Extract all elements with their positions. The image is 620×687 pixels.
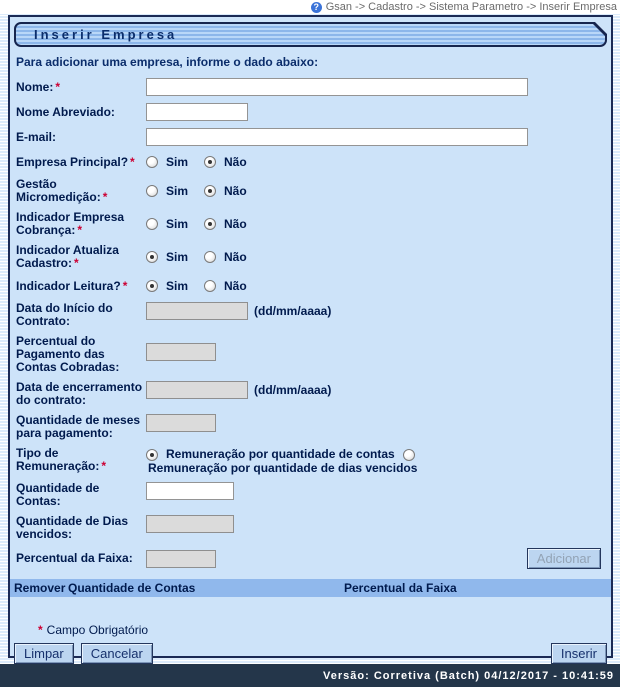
required-asterisk: *	[55, 79, 61, 94]
inserir-button[interactable]: Inserir	[551, 643, 607, 664]
form-row-data-inicio	[14, 302, 607, 328]
form-row-percentual-pagamento	[14, 335, 607, 374]
nao-option-label: Não	[224, 155, 247, 169]
date-format-hint: (dd/mm/aaaa)	[254, 383, 332, 397]
sim-option-label: Sim	[166, 279, 189, 293]
email-input[interactable]	[146, 128, 528, 146]
form-row-nome-abreviado	[14, 103, 607, 121]
data-encerramento-input[interactable]	[146, 381, 248, 399]
remuneracao-dias-label: Remuneração por quantidade de dias vencidos	[148, 461, 418, 475]
version-text: Versão: Corretiva (Batch) 04/12/2017 - 10:41:59	[323, 669, 614, 682]
gestao-micromedicao-label: Gestão Micromedição:	[16, 177, 101, 204]
form-row-quantidade-contas	[14, 482, 607, 508]
required-field-note	[38, 623, 611, 637]
form-row-quantidade-dias	[14, 515, 607, 541]
nome-input[interactable]	[146, 78, 528, 96]
remuneracao-contas-label: Remuneração por quantidade de contas	[166, 447, 395, 461]
gestao-micromedicao-sim-radio[interactable]	[146, 185, 158, 197]
instruction-text: Para adicionar uma empresa, informe o dado abaixo:	[16, 55, 319, 69]
indicador-leitura-nao-radio[interactable]	[204, 280, 216, 292]
meses-pagamento-label: Quantidade de meses para pagamento:	[16, 413, 141, 440]
required-asterisk: *	[130, 154, 135, 169]
cancelar-button[interactable]: Cancelar	[81, 643, 153, 664]
form-row-gestao-micromedicao	[14, 178, 607, 204]
required-asterisk: *	[38, 623, 43, 637]
gestao-micromedicao-nao-radio[interactable]	[204, 185, 216, 197]
indicador-atualiza-nao-radio[interactable]	[204, 251, 216, 263]
required-asterisk: *	[74, 256, 79, 270]
nao-option-label: Não	[224, 279, 247, 293]
version-footer	[0, 664, 620, 687]
date-format-hint: (dd/mm/aaaa)	[254, 304, 332, 318]
main-panel	[8, 15, 613, 661]
required-asterisk: *	[77, 223, 83, 237]
indicador-atualiza-label: Indicador Atualiza Cadastro:	[16, 243, 119, 270]
form-row-tipo-remuneracao	[14, 447, 607, 475]
sim-option-label: Sim	[166, 184, 189, 198]
remuneracao-dias-radio[interactable]	[403, 449, 415, 461]
table-header-remover: Remover	[14, 581, 66, 595]
breadcrumb-text: Gsan -> Cadastro -> Sistema Parametro -> Inserir Empresa	[325, 1, 617, 13]
tipo-remuneracao-label: Tipo de Remuneração:	[16, 446, 100, 473]
indicador-leitura-label: Indicador Leitura?	[16, 278, 121, 293]
form-row-percentual-faixa	[14, 548, 607, 569]
email-label: E-mail:	[16, 129, 57, 144]
data-encerramento-label: Data de encerramento do contrato:	[16, 380, 143, 407]
page-title-bar	[14, 22, 607, 47]
remuneracao-contas-radio[interactable]	[146, 449, 158, 461]
empresa-principal-label: Empresa Principal?	[16, 154, 129, 169]
nome-abreviado-input[interactable]	[146, 103, 248, 121]
meses-pagamento-input[interactable]	[146, 414, 216, 432]
indicador-cobranca-sim-radio[interactable]	[146, 218, 158, 230]
nao-option-label: Não	[224, 184, 247, 198]
sim-option-label: Sim	[166, 250, 189, 264]
percentual-faixa-input[interactable]	[146, 550, 216, 568]
form-row-empresa-principal	[14, 153, 607, 171]
indicador-cobranca-label: Indicador Empresa Cobrança:	[16, 210, 125, 237]
nome-label: Nome:	[16, 79, 54, 94]
quantidade-contas-input[interactable]	[146, 482, 234, 500]
required-asterisk: *	[102, 190, 108, 204]
help-icon[interactable]: ?	[311, 2, 322, 13]
form-row-nome	[14, 78, 607, 96]
nao-option-label: Não	[224, 217, 247, 231]
data-inicio-input[interactable]	[146, 302, 248, 320]
form-row-indicador-atualiza	[14, 244, 607, 270]
insert-company-form	[10, 78, 611, 569]
adicionar-button[interactable]: Adicionar	[527, 548, 601, 569]
empresa-principal-nao-radio[interactable]	[204, 156, 216, 168]
quantidade-contas-label: Quantidade de Contas:	[16, 481, 100, 508]
quantidade-dias-label: Quantidade de Dias vencidos:	[16, 514, 129, 541]
faixas-table-header	[10, 579, 611, 597]
indicador-atualiza-sim-radio[interactable]	[146, 251, 158, 263]
form-row-indicador-leitura	[14, 277, 607, 295]
nome-abreviado-label: Nome Abreviado:	[16, 104, 115, 119]
required-asterisk: *	[122, 278, 128, 293]
sim-option-label: Sim	[166, 217, 189, 231]
sim-option-label: Sim	[166, 155, 189, 169]
table-header-percentual-faixa: Percentual da Faixa	[344, 581, 457, 595]
limpar-button[interactable]: Limpar	[14, 643, 74, 664]
form-row-meses-pagamento	[14, 414, 607, 440]
percentual-pagamento-label: Percentual do Pagamento das Contas Cobradas:	[16, 334, 120, 374]
breadcrumb	[0, 0, 620, 14]
form-row-email	[14, 128, 607, 146]
form-actions	[14, 643, 607, 664]
required-asterisk: *	[101, 459, 107, 473]
indicador-leitura-sim-radio[interactable]	[146, 280, 158, 292]
data-inicio-label: Data do Início do Contrato:	[16, 301, 113, 328]
table-header-quantidade-contas: Quantidade de Contas	[68, 581, 196, 595]
form-row-indicador-cobranca	[14, 211, 607, 237]
page-title: Inserir Empresa	[34, 27, 178, 42]
indicador-cobranca-nao-radio[interactable]	[204, 218, 216, 230]
nao-option-label: Não	[224, 250, 247, 264]
quantidade-dias-input[interactable]	[146, 515, 234, 533]
percentual-pagamento-input[interactable]	[146, 343, 216, 361]
percentual-faixa-label: Percentual da Faixa:	[16, 551, 133, 565]
form-row-data-encerramento	[14, 381, 607, 407]
required-note-text: Campo Obrigatório	[46, 623, 149, 637]
empresa-principal-sim-radio[interactable]	[146, 156, 158, 168]
